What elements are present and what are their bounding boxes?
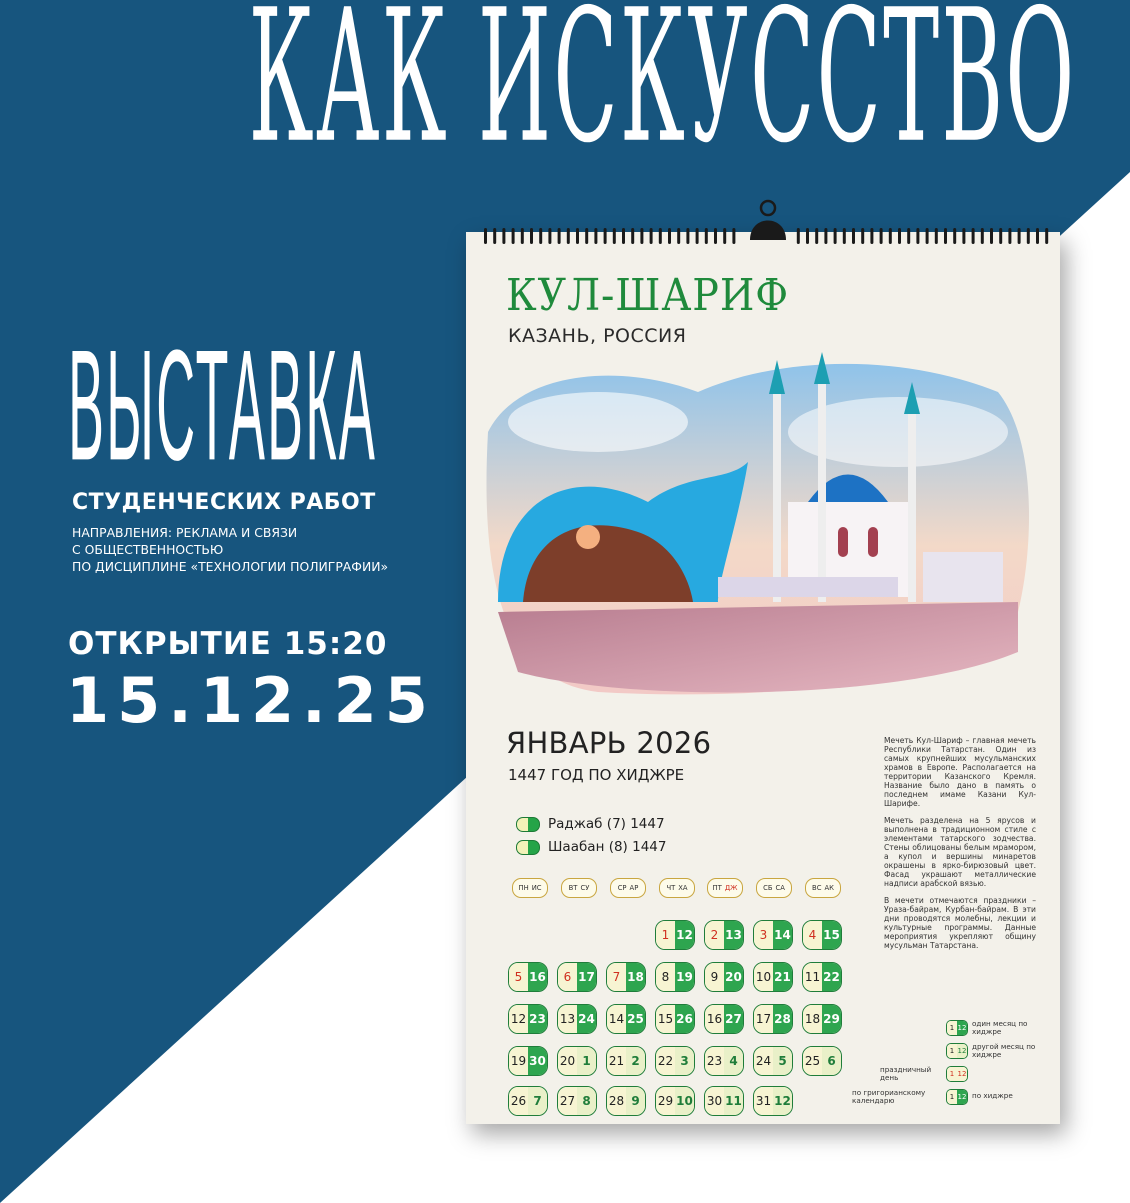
direction-line: ПО ДИСЦИПЛИНЕ «ТЕХНОЛОГИИ ПОЛИГРАФИИ» xyxy=(72,559,389,574)
calendar-day: 13 24 xyxy=(557,1004,597,1034)
legend-item xyxy=(516,839,666,855)
spiral-loop xyxy=(889,228,892,244)
spiral-loop xyxy=(585,228,588,244)
direction-line: НАПРАВЛЕНИЯ: РЕКЛАМА И СВЯЗИ xyxy=(72,525,298,540)
exhibition-directions xyxy=(72,524,388,575)
spiral-loop xyxy=(852,228,855,244)
weekday-label: ПТ ДЖ xyxy=(707,878,743,898)
exhibition-title: ВЫСТАВКА xyxy=(68,316,378,493)
calendar-day: 14 25 xyxy=(606,1004,646,1034)
spiral-loop xyxy=(981,228,984,244)
description-paragraph: Мечеть Кул-Шариф – главная мечеть Республики Татарстан. Один из самых крупнейших мусульманских храмов в Европе. Располагается на территории Казанского Кремля. Название было дано в память о последнем имаме Казани Кул-Шарифе. xyxy=(884,736,1036,808)
hijri-year: 1447 ГОД ПО ХИДЖРЕ xyxy=(508,766,685,784)
calendar-day: 3 14 xyxy=(753,920,793,950)
poster-headline: КАК ИСКУССТВО xyxy=(248,0,1077,184)
calendar-day: 10 21 xyxy=(753,962,793,992)
calendar-day: 6 17 xyxy=(557,962,597,992)
spiral-loop xyxy=(521,228,524,244)
spiral-loop xyxy=(962,228,965,244)
calendar-day: 28 9 xyxy=(606,1086,646,1116)
mosque-watercolor-image xyxy=(478,352,1038,706)
spiral-loop xyxy=(530,228,533,244)
calendar-day: 11 22 xyxy=(802,962,842,992)
spiral-loop xyxy=(1008,228,1011,244)
spiral-loop xyxy=(972,228,975,244)
legend-item xyxy=(516,816,665,832)
spiral-loop xyxy=(604,228,607,244)
calendar-day: 29 10 xyxy=(655,1086,695,1116)
key-other-month-label: другой месяц по хиджре xyxy=(972,1042,1036,1059)
weekday-label: ВС АК xyxy=(805,878,841,898)
spiral-loop xyxy=(926,228,929,244)
spiral-loop xyxy=(502,228,505,244)
spiral-loop xyxy=(613,228,616,244)
calendar-day: 1 12 xyxy=(655,920,695,950)
calendar-day: 22 3 xyxy=(655,1046,695,1076)
spiral-loop xyxy=(493,228,496,244)
spiral-loop xyxy=(484,228,487,244)
calendar-day: 21 2 xyxy=(606,1046,646,1076)
calendar-title: КУЛ-ШАРИФ xyxy=(506,270,790,321)
spiral-loop xyxy=(723,228,726,244)
description-paragraph: Мечеть разделена на 5 ярусов и выполнена в традиционном стиле с элементами татарского зодчества. Стены облицованы белым мрамором, а купол и вершины минаретов окрашены в ярко-бирюзовый цвет. Фасад украшают металлические надписи арабской вязью. xyxy=(884,816,1036,888)
calendar-day: 2 13 xyxy=(704,920,744,950)
calendar-day: 4 15 xyxy=(802,920,842,950)
spiral-loop xyxy=(512,228,515,244)
calendar-day: 7 18 xyxy=(606,962,646,992)
spiral-loop xyxy=(696,228,699,244)
description-paragraph: В мечети отмечаются праздники – Ураза-байрам, Курбан-байрам. В эти дни проводятся молебны, лекции и культурные программы. Данные мероприятия укрепляют общину мусульман Татарстана. xyxy=(884,896,1036,950)
direction-line: С ОБЩЕСТВЕННОСТЬЮ xyxy=(72,542,224,557)
spiral-loop xyxy=(631,228,634,244)
spiral-loop xyxy=(815,228,818,244)
calendar-day: 24 5 xyxy=(753,1046,793,1076)
spiral-loop xyxy=(640,228,643,244)
key-gregorian-icon: 1 12 xyxy=(946,1089,968,1105)
spiral-loop xyxy=(990,228,993,244)
opening-date: 15.12.25 xyxy=(66,664,436,737)
spiral-loop xyxy=(1036,228,1039,244)
calendar-day: 30 11 xyxy=(704,1086,744,1116)
spiral-loop xyxy=(880,228,883,244)
weekday-label: ЧТ ХА xyxy=(659,878,695,898)
spiral-loop xyxy=(558,228,561,244)
spiral-loop xyxy=(806,228,809,244)
spiral-loop xyxy=(953,228,956,244)
spiral-loop xyxy=(944,228,947,244)
spiral-loop xyxy=(576,228,579,244)
spiral-loop xyxy=(861,228,864,244)
key-hijri-label: по хиджре xyxy=(972,1091,1013,1100)
key-holiday-icon: 1 12 xyxy=(946,1066,968,1082)
spiral-loop xyxy=(999,228,1002,244)
calendar-day: 25 6 xyxy=(802,1046,842,1076)
calendar-day: 19 30 xyxy=(508,1046,548,1076)
spiral-loop xyxy=(916,228,919,244)
opening-time: ОТКРЫТИЕ 15:20 xyxy=(68,626,388,662)
weekday-label: СБ СА xyxy=(756,878,792,898)
calendar-day: 18 29 xyxy=(802,1004,842,1034)
calendar-day: 17 28 xyxy=(753,1004,793,1034)
spiral-loop xyxy=(686,228,689,244)
mosque-description xyxy=(884,736,1036,958)
spiral-loop xyxy=(677,228,680,244)
key-holiday-label: праздничный день xyxy=(880,1065,932,1082)
calendar-city: КАЗАНЬ, РОССИЯ xyxy=(508,325,687,347)
spiral-loop xyxy=(898,228,901,244)
calendar-day: 20 1 xyxy=(557,1046,597,1076)
calendar-day: 23 4 xyxy=(704,1046,744,1076)
spiral-loop xyxy=(935,228,938,244)
key-one-month-label: один месяц по хиджре xyxy=(972,1019,1028,1036)
binding-spiral xyxy=(480,226,1052,246)
calendar-day: 27 8 xyxy=(557,1086,597,1116)
spiral-loop xyxy=(548,228,551,244)
legend-label: Раджаб (7) 1447 xyxy=(548,816,665,832)
spiral-loop xyxy=(622,228,625,244)
month-marker-icon xyxy=(516,840,540,855)
calendar-day: 12 23 xyxy=(508,1004,548,1034)
spiral-loop xyxy=(567,228,570,244)
spiral-loop xyxy=(732,228,735,244)
weekday-label: ПН ИС xyxy=(512,878,548,898)
spiral-loop xyxy=(714,228,717,244)
calendar-day: 16 27 xyxy=(704,1004,744,1034)
spiral-loop xyxy=(1045,228,1048,244)
legend-label: Шаабан (8) 1447 xyxy=(548,839,667,855)
spiral-loop xyxy=(594,228,597,244)
spiral-loop xyxy=(834,228,837,244)
spiral-loop xyxy=(1018,228,1021,244)
calendar-day: 26 7 xyxy=(508,1086,548,1116)
spiral-loop xyxy=(870,228,873,244)
calendar-month: ЯНВАРЬ 2026 xyxy=(506,726,712,760)
key-one-month-icon: 1 12 xyxy=(946,1020,968,1036)
calendar-day: 31 12 xyxy=(753,1086,793,1116)
spiral-loop xyxy=(668,228,671,244)
weekday-label: СР АР xyxy=(610,878,646,898)
key-gregorian-label: по григорианскому календарю xyxy=(852,1088,926,1105)
month-marker-icon xyxy=(516,817,540,832)
key-other-month-icon: 1 12 xyxy=(946,1043,968,1059)
calendar-day: 15 26 xyxy=(655,1004,695,1034)
spiral-loop xyxy=(843,228,846,244)
weekday-label: ВТ СУ xyxy=(561,878,597,898)
spiral-loop xyxy=(797,228,800,244)
spiral-loop xyxy=(907,228,910,244)
spiral-loop xyxy=(659,228,662,244)
calendar-day: 5 16 xyxy=(508,962,548,992)
spiral-loop xyxy=(1027,228,1030,244)
exhibition-subtitle: СТУДЕНЧЕСКИХ РАБОТ xyxy=(72,490,376,515)
calendar-day: 9 20 xyxy=(704,962,744,992)
spiral-loop xyxy=(539,228,542,244)
calendar-day: 8 19 xyxy=(655,962,695,992)
spiral-loop xyxy=(824,228,827,244)
spiral-loop xyxy=(650,228,653,244)
spiral-loop xyxy=(705,228,708,244)
